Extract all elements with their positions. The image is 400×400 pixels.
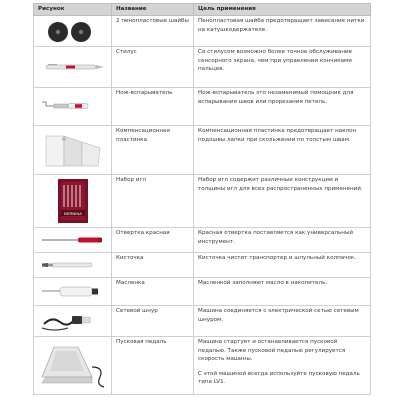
item-purpose: Красная отвертка поставляется как универсальный инструмент. <box>194 228 371 253</box>
table-row <box>34 175 371 228</box>
table-row <box>34 126 371 175</box>
item-purpose: Набор игл содержит различные конструкции и толщины игл для всех распространенных применений. <box>194 175 371 228</box>
picture-cell <box>34 47 112 88</box>
item-purpose: Масленкой заполняют масло в накопитель. <box>194 278 371 306</box>
oiler-icon <box>34 278 112 305</box>
item-purpose-extra: С этой машиной всегда используйте пусковую педаль типа LV1. <box>198 370 360 386</box>
item-name: Сетевой шнур <box>112 306 194 337</box>
needle-set-brand: BERNINA <box>64 211 82 216</box>
table-row <box>34 278 371 306</box>
table-row <box>34 253 371 278</box>
item-purpose: Пенопластовая шайба предотвращает зависание нитки на катушкодержателе. <box>194 16 371 47</box>
item-name: Компенсационная пластинка <box>112 126 194 175</box>
screwdriver-icon <box>34 228 112 252</box>
item-name: Набор игл <box>112 175 194 228</box>
item-name: Пусковая педаль <box>112 337 194 395</box>
foot-control-icon <box>34 337 112 394</box>
stylus-icon <box>34 47 112 87</box>
picture-cell <box>34 175 112 228</box>
table-row <box>34 88 371 126</box>
item-name: Кисточка <box>112 253 194 278</box>
picture-cell <box>34 253 112 278</box>
power-cord-icon <box>34 306 112 336</box>
table-row <box>34 16 371 47</box>
item-name: Масленка <box>112 278 194 306</box>
table-header-row <box>34 4 371 16</box>
item-purpose: Машина соединяется с электрической сетью сетевым шнуром. <box>194 306 371 337</box>
picture-cell <box>34 126 112 175</box>
item-name: Нож-вспарыватель <box>112 88 194 126</box>
seam-ripper-icon <box>34 88 112 125</box>
item-purpose: Кисточка чистит транспортер и шпульный колпачок. <box>194 253 371 278</box>
item-purpose: Нож-вспарыватель это незаменимый помощник для вспарывания швов или прорезания петель. <box>194 88 371 126</box>
header-purpose: Цель применения <box>194 4 371 16</box>
picture-cell <box>34 228 112 253</box>
item-purpose: Машина стартует и останавливается пусковой педалью. Также пусковой педалью регулируется скорость машины. <box>198 339 346 363</box>
item-purpose-cell <box>194 337 371 395</box>
picture-cell <box>34 337 112 395</box>
item-name: Отвертка красная <box>112 228 194 253</box>
picture-cell <box>34 306 112 337</box>
header-picture: Рисунок <box>34 4 112 16</box>
item-purpose: Со стилусом возможно более точное обслуживание сенсорного экрана, чем при управлении кончиками пальцев. <box>194 47 371 88</box>
picture-cell <box>34 16 112 47</box>
picture-cell <box>34 278 112 306</box>
height-compensation-plate-icon <box>34 126 112 174</box>
table-row <box>34 228 371 253</box>
item-purpose: Компенсационная пластинка предотвращает наклон подошвы лапки при скольжении по толстым швам. <box>194 126 371 175</box>
table-row <box>34 306 371 337</box>
header-name: Название <box>112 4 194 16</box>
table-row <box>34 47 371 88</box>
picture-cell <box>34 88 112 126</box>
item-name: 2 пенопластовые шайбы <box>112 16 194 47</box>
accessories-table <box>33 3 371 395</box>
table-row <box>34 337 371 395</box>
needle-set-icon <box>34 175 112 227</box>
item-name: Стилус <box>112 47 194 88</box>
brush-icon <box>34 253 112 277</box>
foam-pads-icon <box>34 16 112 46</box>
